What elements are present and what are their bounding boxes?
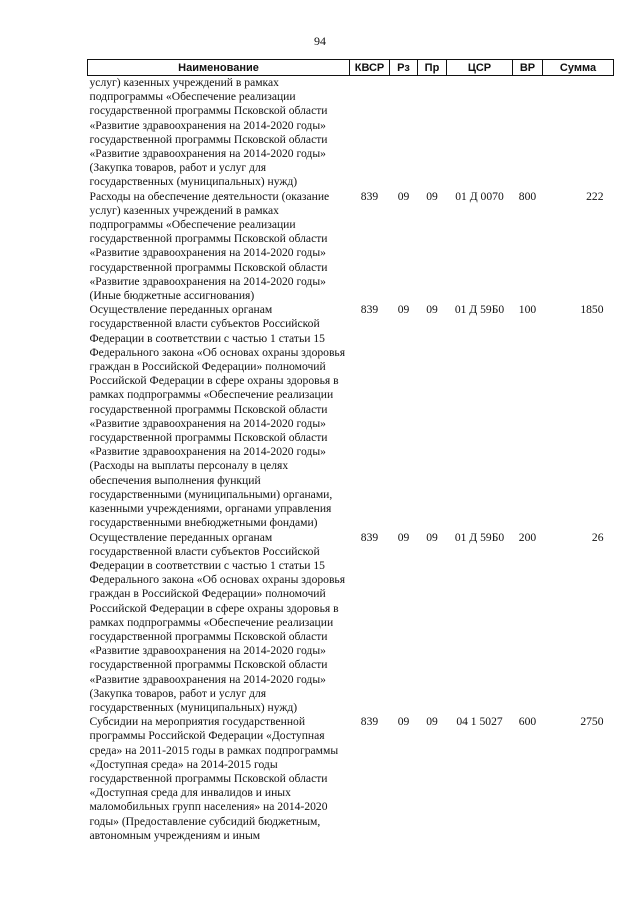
row-name: Осуществление переданных органам государственной власти субъектов Российской Федерации в соответствии с частью 1 статьи 15 Федерального закона «Об основах охраны здоровья граждан в Российской Федерации» полномочий Российской Федерации в сфере охраны здоровья в рамках подпрограммы «Обеспечение реализации государственной программы Псковской области «Развитие здравоохранения на 2014-2020 годы» государственной программы Псковской области «Развитие здравоохранения на 2014-2020 годы» (Расходы на выплаты персоналу в целях обеспечения выполнения функций государственными (муниципальными) органами, казенными учреждениями, органами управления государственными внебюджетными фондами) (89, 303, 346, 530)
row-sum: 1850 (580, 303, 604, 317)
budget-table (87, 59, 614, 843)
row-kvsr: 839 (360, 530, 379, 544)
header-vr: ВР (513, 60, 543, 76)
row-kvsr: 839 (360, 715, 379, 729)
row-pr (418, 76, 447, 190)
row-name: Осуществление переданных органам государственной власти субъектов Российской Федерации в соответствии с частью 1 статьи 15 Федерального закона «Об основах охраны здоровья граждан в Российской Федерации» полномочий Российской Федерации в сфере охраны здоровья в рамках подпрограммы «Обеспечение реализации государственной программы Псковской области «Развитие здравоохранения на 2014-2020 годы» государственной программы Псковской области «Развитие здравоохранения на 2014-2020 годы» (Закупка товаров, работ и услуг для государственных (муниципальных) нужд) (89, 530, 346, 714)
row-rz: 09 (397, 530, 410, 544)
table-row (88, 76, 614, 190)
header-pr: Пр (418, 60, 447, 76)
row-csr: 01 Д 0070 (455, 189, 504, 203)
row-name: Субсидии на мероприятия государственной программы Российской Федерации «Доступная среда» на 2011-2015 годы в рамках подпрограммы «Доступная среда» на 2014-2015 годы государственной программы Псковской области «Доступная среда для инвалидов и иных маломобильных групп населения» на 2014-2020 годы» (Предоставление субсидий бюджетным, автономным учреждениям и иным (89, 715, 339, 842)
table-row (88, 190, 614, 304)
header-name: Наименование (88, 60, 350, 76)
table-row (88, 715, 614, 843)
row-sum: 2750 (580, 715, 604, 729)
table-row (88, 303, 614, 530)
header-rz: Рз (390, 60, 418, 76)
row-csr (447, 76, 513, 190)
row-vr: 800 (518, 189, 537, 203)
row-vr: 600 (518, 715, 537, 729)
row-rz: 09 (397, 303, 410, 317)
row-vr: 100 (518, 303, 537, 317)
row-name: услуг) казенных учреждений в рамках подпрограммы «Обеспечение реализации государственной программы Псковской области «Развитие здравоохранения на 2014-2020 годы» государственной программы Псковской области «Развитие здравоохранения на 2014-2020 годы» (Закупка товаров, работ и услуг для государственных (муниципальных) нужд) (89, 76, 328, 189)
row-kvsr: 839 (360, 189, 379, 203)
row-pr: 09 (426, 303, 438, 317)
row-rz (390, 76, 418, 190)
header-kvsr: КВСР (350, 60, 390, 76)
table-row (88, 531, 614, 716)
row-pr: 09 (426, 189, 438, 203)
row-vr (513, 76, 543, 190)
row-csr: 04 1 5027 (456, 715, 503, 729)
row-csr: 01 Д 59Б0 (454, 530, 505, 544)
page-number: 94 (314, 34, 326, 48)
row-sum (543, 76, 614, 190)
header-sum: Сумма (543, 60, 614, 76)
row-pr: 09 (426, 715, 438, 729)
row-pr: 09 (426, 530, 438, 544)
table-header-row (88, 60, 614, 76)
row-kvsr (350, 76, 390, 190)
row-sum: 26 (591, 530, 604, 544)
row-name: Расходы на обеспечение деятельности (оказание услуг) казенных учреждений в рамках подпрограммы «Обеспечение реализации государственной программы Псковской области «Развитие здравоохранения на 2014-2020 годы» государственной программы Псковской области «Развитие здравоохранения на 2014-2020 годы» (Иные бюджетные ассигнования) (89, 189, 330, 303)
row-vr: 200 (518, 530, 537, 544)
row-kvsr: 839 (360, 303, 379, 317)
row-sum: 222 (586, 189, 604, 203)
row-csr: 01 Д 59Б0 (454, 303, 505, 317)
row-rz: 09 (397, 189, 410, 203)
row-rz: 09 (397, 715, 410, 729)
header-csr: ЦСР (447, 60, 513, 76)
